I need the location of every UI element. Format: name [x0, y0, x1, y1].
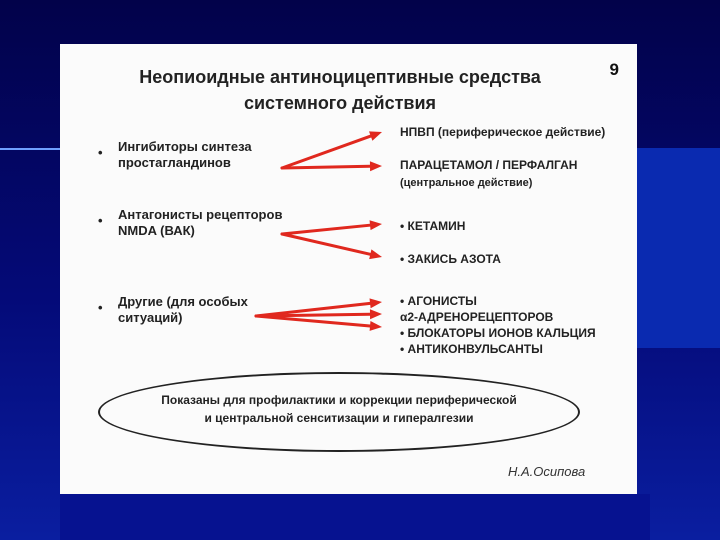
arrow-head	[369, 131, 382, 140]
slide	[60, 44, 637, 494]
title-line-2: системного действия	[243, 93, 437, 113]
slide-title	[90, 64, 590, 116]
group-label-line: NMDA (ВАК)	[118, 223, 195, 238]
target-central-action: (центральное действие)	[400, 177, 533, 189]
title-line-1: Неопиоидные антиноцицептивные средства	[139, 67, 541, 87]
group-label	[118, 207, 288, 239]
arrow-to-ketamine	[282, 220, 382, 234]
group-label-line: ситуаций)	[118, 310, 183, 325]
target-agonists: • АГОНИСТЫ	[400, 294, 477, 308]
group-label-line: Другие (для особых	[118, 294, 248, 309]
target-alpha2-receptors: α2-АДРЕНОРЕЦЕПТОРОВ	[400, 310, 554, 324]
slide-number: 9	[609, 60, 619, 79]
arrow-head	[369, 249, 382, 259]
arrow-head	[370, 220, 382, 230]
target-calcium-blockers: • БЛОКАТОРЫ ИОНОВ КАЛЬЦИЯ	[400, 326, 596, 340]
decorative-block	[637, 148, 720, 348]
target-paracetamol: ПАРАЦЕТАМОЛ / ПЕРФАЛГАН	[400, 158, 578, 172]
arrow-to-paracetamol	[282, 161, 382, 171]
decorative-line	[0, 148, 60, 150]
group-label	[118, 294, 288, 326]
group-label-line: Ингибиторы синтеза	[118, 139, 252, 154]
note-text	[98, 391, 580, 427]
author: Н.А.Осипова	[508, 464, 586, 479]
target-nsaid: НПВП (периферическое действие)	[400, 125, 606, 139]
arrow-shaft	[282, 136, 371, 168]
arrow-shaft	[282, 234, 370, 254]
note-line-1: Показаны для профилактики и коррекции периферической	[161, 393, 517, 407]
arrow-to-nsaid	[282, 131, 382, 168]
group-label-line: Антагонисты рецепторов	[118, 207, 283, 222]
note-line-2: и центральной сенситизации и гипералгезии	[204, 411, 474, 425]
arrow-head	[370, 309, 382, 319]
arrow-to-nitrous-oxide	[282, 234, 382, 259]
arrow-head	[370, 298, 382, 308]
target-nitrous-oxide: • ЗАКИСЬ АЗОТА	[400, 252, 501, 266]
target-anticonvulsants: • АНТИКОНВУЛЬСАНТЫ	[400, 342, 543, 356]
group-label	[118, 139, 288, 171]
target-ketamine: • КЕТАМИН	[400, 219, 466, 233]
decorative-block-bottom	[60, 494, 650, 540]
arrow-head	[370, 161, 382, 171]
arrow-shaft	[282, 225, 370, 234]
group-label-line: простагландинов	[118, 155, 231, 170]
bullet: •	[98, 300, 103, 315]
bullet: •	[98, 145, 103, 160]
bullet: •	[98, 213, 103, 228]
arrow-shaft	[282, 166, 370, 168]
arrow-head	[370, 321, 382, 331]
